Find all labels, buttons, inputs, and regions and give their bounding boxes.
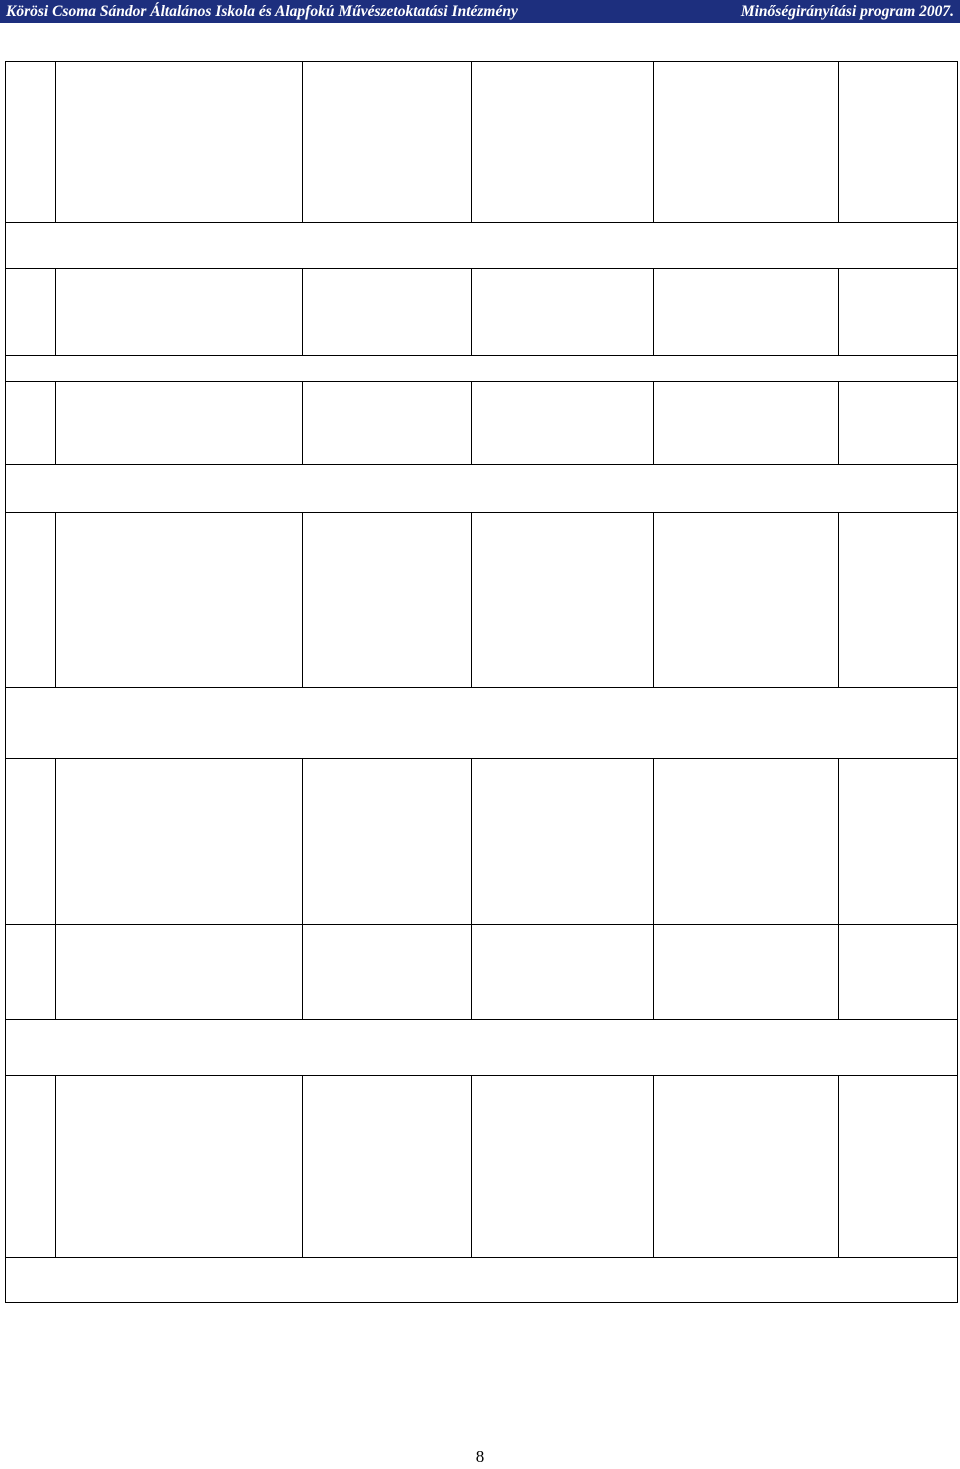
column-separator bbox=[471, 1075, 472, 1257]
criterion-separator bbox=[5, 222, 958, 223]
row-separator bbox=[5, 268, 958, 269]
header-program: Minőségirányítási program 2007. bbox=[740, 3, 954, 20]
column-separator bbox=[653, 924, 654, 1019]
criterion-separator bbox=[5, 1257, 958, 1258]
column-separator bbox=[838, 381, 839, 464]
criterion-separator bbox=[5, 464, 958, 465]
column-separator bbox=[471, 381, 472, 464]
column-separator bbox=[653, 381, 654, 464]
column-separator bbox=[471, 61, 472, 222]
row-separator bbox=[5, 61, 958, 62]
criterion-separator bbox=[5, 687, 958, 688]
row-separator bbox=[5, 381, 958, 382]
column-separator bbox=[55, 924, 56, 1019]
row-separator bbox=[5, 512, 958, 513]
column-separator bbox=[838, 924, 839, 1019]
column-separator bbox=[471, 758, 472, 924]
header-institution: Körösi Csoma Sándor Általános Iskola és Alapfokú Művészetoktatási Intézmény bbox=[6, 3, 518, 20]
row-separator bbox=[5, 924, 958, 925]
column-separator bbox=[653, 268, 654, 355]
column-separator bbox=[55, 758, 56, 924]
column-separator bbox=[302, 268, 303, 355]
column-separator bbox=[653, 61, 654, 222]
column-separator bbox=[471, 512, 472, 687]
page-number: 8 bbox=[475, 1447, 485, 1466]
column-separator bbox=[302, 512, 303, 687]
column-separator bbox=[302, 924, 303, 1019]
column-separator bbox=[55, 381, 56, 464]
column-separator bbox=[471, 268, 472, 355]
criterion-separator bbox=[5, 355, 958, 356]
table-border-right bbox=[957, 61, 958, 1302]
column-separator bbox=[55, 512, 56, 687]
column-separator bbox=[55, 1075, 56, 1257]
row-separator bbox=[5, 1075, 958, 1076]
criterion-separator bbox=[5, 1019, 958, 1020]
column-separator bbox=[838, 61, 839, 222]
column-separator bbox=[302, 61, 303, 222]
column-separator bbox=[653, 512, 654, 687]
page-header bbox=[0, 0, 960, 23]
column-separator bbox=[471, 924, 472, 1019]
column-separator bbox=[55, 268, 56, 355]
column-separator bbox=[838, 512, 839, 687]
column-separator bbox=[838, 1075, 839, 1257]
column-separator bbox=[653, 1075, 654, 1257]
column-separator bbox=[653, 758, 654, 924]
table-border-left bbox=[5, 61, 6, 1302]
column-separator bbox=[838, 758, 839, 924]
column-separator bbox=[55, 61, 56, 222]
column-separator bbox=[302, 1075, 303, 1257]
column-separator bbox=[302, 381, 303, 464]
row-separator bbox=[5, 758, 958, 759]
table-border-bottom bbox=[5, 1302, 958, 1303]
column-separator bbox=[302, 758, 303, 924]
column-separator bbox=[838, 268, 839, 355]
